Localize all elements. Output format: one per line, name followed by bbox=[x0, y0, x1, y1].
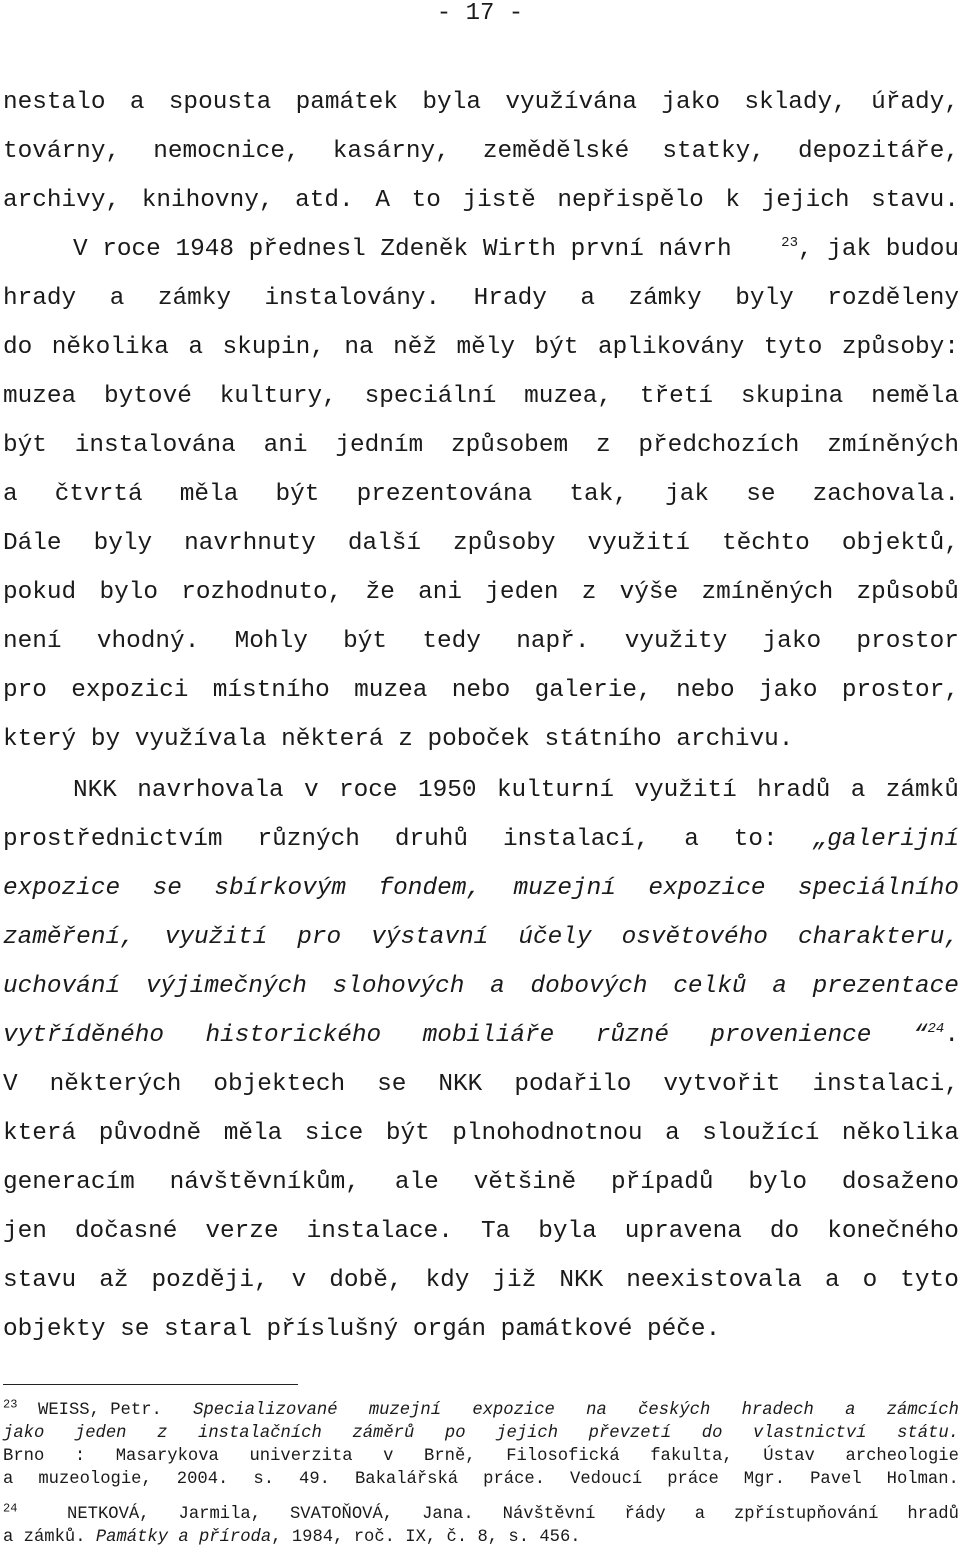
word: různé bbox=[595, 1022, 669, 1049]
word: neexistovala bbox=[626, 1267, 802, 1294]
word: zachovala. bbox=[812, 481, 959, 508]
word: některých bbox=[49, 1071, 182, 1098]
word: SVATOŇOVÁ, bbox=[289, 1505, 394, 1524]
word: galerie, bbox=[534, 677, 652, 704]
body-line bbox=[3, 568, 959, 617]
word: druhů bbox=[394, 826, 469, 853]
word: 1950 bbox=[417, 777, 477, 804]
word: plnohodnotnou bbox=[452, 1120, 643, 1147]
word: jako bbox=[758, 677, 818, 704]
word: a bbox=[580, 285, 595, 312]
word: osvětového bbox=[621, 924, 768, 951]
word: mobiliáře bbox=[422, 1022, 555, 1049]
word: objektů, bbox=[841, 530, 959, 557]
word: vlastnictví bbox=[753, 1424, 867, 1443]
word: instalována bbox=[74, 432, 236, 459]
word: sbírkovým bbox=[214, 875, 347, 902]
word: a bbox=[684, 826, 699, 853]
word: zaměření, bbox=[3, 924, 135, 951]
word: být bbox=[343, 628, 388, 655]
word: tak, bbox=[569, 481, 628, 508]
word: být bbox=[385, 1120, 430, 1147]
word: způsobem bbox=[451, 432, 569, 459]
text-run: $^{23}$, jak budou bbox=[781, 234, 959, 263]
footnote-ref-23[interactable]: 23 bbox=[781, 234, 798, 251]
word: zámky bbox=[628, 285, 702, 312]
word: hrady bbox=[3, 285, 77, 312]
word: nebo bbox=[451, 677, 511, 704]
word: a bbox=[188, 334, 203, 361]
word: práce bbox=[667, 1470, 719, 1489]
word: tyto bbox=[763, 334, 823, 361]
word: neměla bbox=[871, 383, 959, 410]
word: byly bbox=[735, 285, 794, 312]
word: ani bbox=[263, 432, 308, 459]
word: Hrady bbox=[473, 285, 547, 312]
word: Mgr. bbox=[743, 1470, 786, 1489]
word: kasárny, bbox=[332, 138, 450, 165]
word: výstavní bbox=[371, 924, 489, 951]
body-line bbox=[3, 225, 959, 274]
word: několika bbox=[51, 334, 169, 361]
word: byla bbox=[538, 1218, 597, 1245]
word: prostřednictvím bbox=[3, 826, 223, 853]
body-line bbox=[3, 127, 959, 176]
word: hradů bbox=[907, 1505, 959, 1524]
word: zámcích bbox=[886, 1401, 959, 1420]
word: konečného bbox=[827, 1218, 959, 1245]
word: na bbox=[586, 1401, 607, 1420]
word: několika bbox=[841, 1120, 959, 1147]
word: později, bbox=[151, 1267, 269, 1294]
word: Masarykova bbox=[115, 1447, 219, 1466]
word: být bbox=[3, 432, 47, 459]
footnote-23-line bbox=[3, 1422, 959, 1445]
word: se bbox=[746, 481, 776, 508]
word: celků bbox=[673, 973, 747, 1000]
word: návštěvníkům, bbox=[169, 1169, 360, 1196]
body-line-italic bbox=[3, 962, 959, 1011]
word: pro bbox=[3, 677, 47, 704]
word: sklady, bbox=[744, 89, 847, 116]
word: zámky bbox=[157, 285, 232, 312]
word: památek bbox=[295, 89, 399, 116]
word: jeden bbox=[485, 579, 559, 606]
body-line bbox=[3, 470, 959, 519]
word: skupin, bbox=[222, 334, 325, 361]
word: instalačních bbox=[198, 1424, 322, 1443]
word: která bbox=[3, 1120, 77, 1147]
word: rozhodnuto, bbox=[181, 579, 343, 606]
word: být bbox=[534, 334, 579, 361]
body-line bbox=[3, 1256, 959, 1305]
text-run: V roce 1948 přednesl Zdeněk Wirth první návrh bbox=[73, 236, 732, 263]
word: hradech bbox=[741, 1401, 814, 1420]
word: Jarmila, bbox=[178, 1505, 262, 1524]
word: a bbox=[129, 89, 145, 116]
word: Filosofická bbox=[506, 1447, 620, 1466]
word: jistě bbox=[462, 187, 536, 214]
footnote-separator bbox=[3, 1384, 298, 1385]
word: s. bbox=[253, 1470, 275, 1489]
word: se bbox=[377, 1071, 407, 1098]
word: hradů bbox=[757, 777, 831, 804]
word: nebo bbox=[676, 677, 735, 704]
word: účely bbox=[518, 924, 592, 951]
word: k bbox=[725, 187, 741, 214]
body-line bbox=[3, 421, 959, 470]
word: a bbox=[824, 1267, 840, 1294]
word: Specializované bbox=[193, 1401, 338, 1420]
word: na bbox=[344, 334, 374, 361]
word: expozice bbox=[472, 1401, 555, 1420]
word: Vedoucí bbox=[570, 1470, 643, 1489]
word: statky, bbox=[662, 138, 765, 165]
word: NKK bbox=[559, 1267, 604, 1294]
word: archivy, bbox=[3, 187, 121, 214]
body-line bbox=[3, 274, 959, 323]
word: zpřístupňování bbox=[733, 1505, 879, 1524]
word: případů bbox=[611, 1169, 714, 1196]
word: instalací, bbox=[502, 826, 650, 853]
word: atd. bbox=[295, 187, 354, 214]
word: jen bbox=[3, 1218, 47, 1245]
word: NKK bbox=[73, 777, 117, 804]
footnote-mark-24: 24 bbox=[3, 1501, 18, 1516]
word: a bbox=[845, 1401, 856, 1420]
word: záměrů bbox=[352, 1424, 415, 1443]
footnote-ref-24[interactable]: 24 bbox=[927, 1020, 945, 1037]
word: pro bbox=[297, 924, 342, 951]
word: generacím bbox=[3, 1169, 135, 1196]
word: Bakalářská bbox=[354, 1470, 459, 1489]
word: způsoby: bbox=[841, 334, 959, 361]
word: bylo bbox=[99, 579, 159, 606]
word: kulturní bbox=[496, 777, 614, 804]
word: NETKOVÁ, bbox=[67, 1505, 150, 1524]
word: NKK bbox=[438, 1071, 483, 1098]
word: bylo bbox=[748, 1169, 807, 1196]
word: čtvrtá bbox=[54, 481, 143, 508]
word: stavu. bbox=[871, 187, 959, 214]
word: dosaženo bbox=[841, 1169, 959, 1196]
body-line bbox=[3, 617, 959, 666]
body-line bbox=[3, 766, 959, 815]
word: kultury, bbox=[219, 383, 337, 410]
word: rozděleny bbox=[827, 285, 959, 312]
word: knihovny, bbox=[141, 187, 274, 214]
word: Brno bbox=[3, 1447, 45, 1466]
word: způsoby bbox=[453, 530, 556, 557]
word: dobových bbox=[530, 973, 648, 1000]
body-line bbox=[3, 666, 959, 715]
word: jejich bbox=[496, 1424, 559, 1443]
text-run: a zámků. bbox=[3, 1528, 86, 1547]
word: instalaci, bbox=[812, 1071, 959, 1098]
word: spousta bbox=[168, 89, 272, 116]
word: něž bbox=[393, 334, 438, 361]
word: v bbox=[304, 777, 319, 804]
word: v bbox=[291, 1267, 307, 1294]
body-line: objekty se staral příslušný orgán památkové péče. bbox=[3, 1316, 721, 1343]
word: továrny, bbox=[3, 138, 121, 165]
word: to: bbox=[733, 826, 778, 853]
word: třetí bbox=[639, 383, 714, 410]
word: archeologie bbox=[845, 1447, 959, 1466]
word: státu. bbox=[897, 1424, 959, 1443]
word: původně bbox=[98, 1120, 202, 1147]
word: historického bbox=[205, 1022, 382, 1049]
word: ani bbox=[418, 579, 463, 606]
word: využití bbox=[634, 777, 737, 804]
word: prezentována bbox=[356, 481, 533, 508]
word: těchto bbox=[721, 530, 810, 557]
word: dočasné bbox=[74, 1218, 178, 1245]
word: charakteru, bbox=[797, 924, 959, 951]
word: po bbox=[444, 1424, 466, 1443]
word: Ústav bbox=[763, 1447, 815, 1466]
word: využití bbox=[587, 530, 690, 557]
word: využity bbox=[624, 628, 728, 655]
word: sice bbox=[304, 1120, 364, 1147]
body-line bbox=[3, 372, 959, 421]
word: byly bbox=[93, 530, 153, 557]
word: bytové bbox=[104, 383, 192, 410]
word: 49. bbox=[299, 1470, 330, 1489]
footnote-mark-23: 23 bbox=[3, 1397, 18, 1412]
word: do bbox=[701, 1424, 723, 1443]
word: navrhnuty bbox=[184, 530, 316, 557]
body-line bbox=[3, 78, 959, 127]
word: zámků bbox=[885, 777, 959, 804]
word: místního bbox=[212, 677, 330, 704]
word: o bbox=[862, 1267, 878, 1294]
word: a bbox=[772, 973, 787, 1000]
word: a bbox=[694, 1505, 706, 1524]
word: tyto bbox=[900, 1267, 959, 1294]
text-run: “$^{24}$. bbox=[912, 1020, 959, 1049]
word: objektech bbox=[213, 1071, 346, 1098]
text-run: , 1984, roč. IX, č. 8, s. 456. bbox=[271, 1528, 581, 1547]
word: měly bbox=[456, 334, 516, 361]
word: další bbox=[347, 530, 422, 557]
footnote-23-lead: $^{23}$ WEISS, Petr. bbox=[3, 1397, 162, 1420]
word: Návštěvní bbox=[502, 1505, 596, 1524]
word: z bbox=[157, 1424, 168, 1443]
word: vhodný. bbox=[96, 628, 200, 655]
body-line bbox=[3, 815, 959, 864]
word: to bbox=[411, 187, 441, 214]
word: A bbox=[375, 187, 390, 214]
footnote-23-line bbox=[3, 1399, 959, 1422]
body-line bbox=[3, 323, 959, 372]
word: předchozích bbox=[638, 432, 800, 459]
word: jejich bbox=[761, 187, 850, 214]
word: a bbox=[665, 1120, 680, 1147]
word: muzea bbox=[354, 677, 428, 704]
word: depozitáře, bbox=[797, 138, 959, 165]
quote-start: „galerijní bbox=[812, 826, 959, 853]
word: převzetí bbox=[588, 1424, 672, 1443]
word: expozici bbox=[71, 677, 189, 704]
page-number: - 17 - bbox=[436, 0, 524, 27]
word: navrhovala bbox=[137, 777, 284, 804]
word: pokud bbox=[3, 579, 77, 606]
word: např. bbox=[516, 628, 590, 655]
word: a bbox=[3, 1470, 14, 1489]
word: ale bbox=[394, 1169, 439, 1196]
word: muzeologie, bbox=[38, 1470, 152, 1489]
word: se bbox=[152, 875, 182, 902]
word: většině bbox=[473, 1169, 577, 1196]
word: expozice bbox=[648, 875, 766, 902]
word: práce. bbox=[483, 1470, 546, 1489]
word: muzejní bbox=[368, 1401, 442, 1420]
footnote-23-line bbox=[3, 1445, 959, 1468]
footnote-23-line bbox=[3, 1468, 959, 1491]
word: provenience bbox=[710, 1022, 872, 1049]
word: a bbox=[109, 285, 125, 312]
word: speciálního bbox=[797, 875, 959, 902]
word: Ta bbox=[480, 1218, 511, 1245]
word: jak bbox=[665, 481, 710, 508]
word: zmíněných bbox=[701, 579, 834, 606]
body-line bbox=[3, 519, 959, 568]
word: výjimečných bbox=[145, 973, 307, 1000]
word: jako bbox=[762, 628, 822, 655]
word: jeden bbox=[74, 1424, 127, 1443]
word: stavu bbox=[3, 1267, 77, 1294]
word: speciální bbox=[364, 383, 497, 410]
word: skupina bbox=[740, 383, 844, 410]
word: Pavel bbox=[810, 1470, 862, 1489]
body-line-italic bbox=[3, 1011, 959, 1060]
word: muzea, bbox=[524, 383, 612, 410]
journal-title: Památky a příroda bbox=[95, 1528, 272, 1547]
word: Mohly bbox=[234, 628, 308, 655]
word: slohových bbox=[332, 973, 465, 1000]
word: využívána bbox=[505, 89, 638, 116]
word: muzea bbox=[3, 383, 77, 410]
word: měla bbox=[179, 481, 239, 508]
word: upravena bbox=[624, 1218, 742, 1245]
word: instalovány. bbox=[264, 285, 441, 312]
word: z bbox=[581, 579, 597, 606]
word: měla bbox=[223, 1120, 283, 1147]
word: Holman. bbox=[886, 1470, 959, 1489]
word: nepřispělo bbox=[557, 187, 704, 214]
word: Brně, bbox=[424, 1447, 476, 1466]
body-line-italic bbox=[3, 864, 959, 913]
word: úřady, bbox=[871, 89, 959, 116]
footnote-24-lead bbox=[3, 1503, 38, 1526]
word: : bbox=[74, 1447, 86, 1466]
word: různých bbox=[257, 826, 360, 853]
word: jako bbox=[3, 1424, 45, 1443]
word: v bbox=[383, 1447, 394, 1466]
word: z bbox=[595, 432, 611, 459]
word: zmíněných bbox=[827, 432, 959, 459]
word: jedním bbox=[335, 432, 424, 459]
word: Dále bbox=[3, 530, 62, 557]
word: zemědělské bbox=[482, 138, 630, 165]
word: kdy bbox=[425, 1267, 470, 1294]
word: nemocnice, bbox=[153, 138, 300, 165]
word: nestalo bbox=[3, 89, 106, 116]
word: jako bbox=[661, 89, 720, 116]
word: době, bbox=[329, 1267, 403, 1294]
word: a bbox=[490, 973, 505, 1000]
word: sloužící bbox=[702, 1120, 820, 1147]
word: českých bbox=[638, 1401, 711, 1420]
word: verze bbox=[205, 1218, 279, 1245]
body-line bbox=[3, 1207, 959, 1256]
footnote-24-line bbox=[3, 1503, 959, 1526]
word: tedy bbox=[422, 628, 481, 655]
word: že bbox=[365, 579, 395, 606]
body-line bbox=[3, 1060, 959, 1109]
word: prostor, bbox=[841, 677, 959, 704]
word: do bbox=[3, 334, 33, 361]
word: způsobů bbox=[856, 579, 959, 606]
word: byla bbox=[422, 89, 481, 116]
word: vytříděného bbox=[3, 1022, 165, 1049]
word: instalace. bbox=[306, 1218, 453, 1245]
word: 2004. bbox=[176, 1470, 229, 1489]
word: vytvořit bbox=[663, 1071, 781, 1098]
body-line: který by využívala některá z poboček státního archivu. bbox=[3, 726, 794, 753]
word: aplikovány bbox=[597, 334, 745, 361]
word: Jana. bbox=[422, 1505, 474, 1524]
word: prostor bbox=[856, 628, 959, 655]
word: být bbox=[275, 481, 320, 508]
word: není bbox=[3, 628, 62, 655]
word: prezentace bbox=[812, 973, 959, 1000]
word: až bbox=[99, 1267, 129, 1294]
word: roce bbox=[339, 777, 398, 804]
word: a bbox=[850, 777, 866, 804]
word: fondem, bbox=[378, 875, 481, 902]
word: již bbox=[492, 1267, 537, 1294]
word: V bbox=[3, 1071, 18, 1098]
word: fakulta, bbox=[650, 1447, 733, 1466]
word: a bbox=[3, 481, 18, 508]
body-line bbox=[3, 1158, 959, 1207]
body-line-italic bbox=[3, 913, 959, 962]
word: uchování bbox=[3, 973, 121, 1000]
word: řády bbox=[624, 1505, 666, 1524]
body-line bbox=[3, 1109, 959, 1158]
word: muzejní bbox=[513, 875, 616, 902]
word: výše bbox=[619, 579, 679, 606]
word: univerzita bbox=[249, 1447, 353, 1466]
word: využití bbox=[164, 924, 268, 951]
body-line bbox=[3, 176, 959, 225]
word: do bbox=[769, 1218, 800, 1245]
word: expozice bbox=[3, 875, 121, 902]
footnote-24-line bbox=[3, 1526, 959, 1549]
word: podařilo bbox=[514, 1071, 632, 1098]
